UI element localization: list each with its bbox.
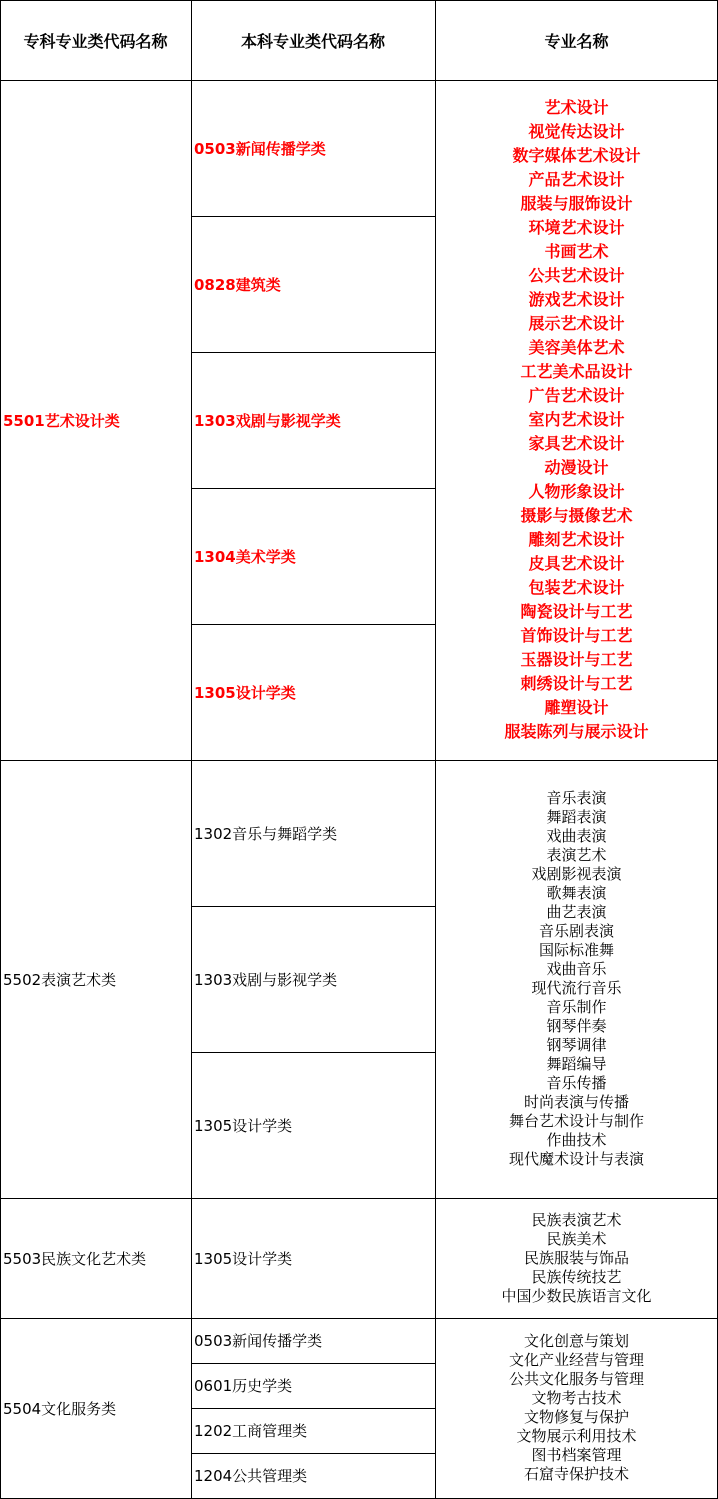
benke-cell: 1305设计学类 xyxy=(194,1249,293,1268)
major-name: 产品艺术设计 xyxy=(528,170,625,189)
header-benke: 本科专业类代码名称 xyxy=(240,31,385,51)
grid-line xyxy=(191,1363,435,1364)
grid-line xyxy=(191,352,435,353)
majors-list-5504 xyxy=(435,1318,718,1498)
grid-line xyxy=(191,1453,435,1454)
grid-line xyxy=(0,760,718,761)
benke-cell: 0503新闻传播学类 xyxy=(194,139,326,158)
major-name: 公共文化服务与管理 xyxy=(508,1370,644,1388)
major-name: 图书档案管理 xyxy=(531,1446,622,1464)
major-name: 歌舞表演 xyxy=(546,884,607,902)
major-name: 钢琴伴奏 xyxy=(546,1017,607,1035)
major-name: 表演艺术 xyxy=(546,846,607,864)
major-name: 书画艺术 xyxy=(544,242,609,261)
majors-list-5503 xyxy=(435,1198,718,1318)
header-zhuanke: 专科专业类代码名称 xyxy=(23,31,168,51)
benke-cell: 0503新闻传播学类 xyxy=(194,1332,323,1350)
major-name: 服装与服饰设计 xyxy=(520,194,633,213)
major-name: 游戏艺术设计 xyxy=(528,290,625,309)
zhuanke-cell-5501: 5501艺术设计类 xyxy=(3,411,120,430)
major-name: 作曲技术 xyxy=(546,1131,607,1149)
grid-line xyxy=(191,1052,435,1053)
header-major-name: 专业名称 xyxy=(544,31,609,51)
major-name: 工艺美术品设计 xyxy=(520,362,633,381)
major-name: 陶瓷设计与工艺 xyxy=(520,602,633,621)
grid-line xyxy=(191,624,435,625)
grid-line xyxy=(0,0,1,1499)
major-name: 人物形象设计 xyxy=(528,482,625,501)
major-name: 环境艺术设计 xyxy=(528,218,625,237)
major-name: 舞蹈编导 xyxy=(546,1055,607,1073)
major-name: 国际标准舞 xyxy=(538,941,614,959)
grid-line xyxy=(191,488,435,489)
benke-cell: 1303戏剧与影视学类 xyxy=(194,970,338,989)
major-name: 音乐传播 xyxy=(546,1074,607,1092)
major-name: 摄影与摄像艺术 xyxy=(520,506,633,525)
grid-line xyxy=(191,216,435,217)
major-name: 刺绣设计与工艺 xyxy=(520,674,633,693)
major-name: 广告艺术设计 xyxy=(528,386,625,405)
major-name: 文物考古技术 xyxy=(531,1389,622,1407)
major-name: 包装艺术设计 xyxy=(528,578,625,597)
benke-cell: 1305设计学类 xyxy=(194,683,296,702)
major-name: 皮具艺术设计 xyxy=(528,554,625,573)
major-name: 家具艺术设计 xyxy=(528,434,625,453)
major-name: 雕刻艺术设计 xyxy=(528,530,625,549)
grid-line xyxy=(0,80,718,81)
majors-list-5502 xyxy=(435,760,718,1198)
major-name: 美容美体艺术 xyxy=(528,338,625,357)
major-name: 曲艺表演 xyxy=(546,903,607,921)
grid-line xyxy=(0,0,718,1)
major-name: 现代魔术设计与表演 xyxy=(508,1150,644,1168)
benke-cell: 1303戏剧与影视学类 xyxy=(194,411,341,430)
major-name: 文物修复与保护 xyxy=(523,1408,629,1426)
major-name: 时尚表演与传播 xyxy=(523,1093,629,1111)
major-name: 民族服装与饰品 xyxy=(523,1248,629,1267)
grid-line xyxy=(191,906,435,907)
major-name: 动漫设计 xyxy=(544,458,609,477)
grid-line xyxy=(435,0,436,1499)
major-name: 文化产业经营与管理 xyxy=(508,1351,644,1369)
majors-list-5501 xyxy=(435,80,718,760)
major-name: 戏曲表演 xyxy=(546,827,607,845)
major-name: 舞蹈表演 xyxy=(546,808,607,826)
major-name: 文物展示利用技术 xyxy=(516,1427,637,1445)
major-name: 室内艺术设计 xyxy=(528,410,625,429)
zhuanke-cell-5502: 5502表演艺术类 xyxy=(3,970,117,989)
major-name: 首饰设计与工艺 xyxy=(520,626,633,645)
major-name: 数字媒体艺术设计 xyxy=(512,146,641,165)
grid-line xyxy=(191,0,192,1499)
major-name: 民族传统技艺 xyxy=(531,1267,622,1286)
major-name: 展示艺术设计 xyxy=(528,314,625,333)
benke-cell: 1302音乐与舞蹈学类 xyxy=(194,824,338,843)
major-name: 服装陈列与展示设计 xyxy=(504,722,649,741)
major-name: 艺术设计 xyxy=(544,98,609,117)
major-name: 音乐表演 xyxy=(546,789,607,807)
major-name: 石窟寺保护技术 xyxy=(523,1465,629,1483)
benke-cell: 1202工商管理类 xyxy=(194,1422,308,1440)
major-name: 音乐制作 xyxy=(546,998,607,1016)
major-name: 视觉传达设计 xyxy=(528,122,625,141)
grid-line xyxy=(0,1318,718,1319)
major-name: 公共艺术设计 xyxy=(528,266,625,285)
major-name: 音乐剧表演 xyxy=(538,922,614,940)
major-name: 舞台艺术设计与制作 xyxy=(508,1112,644,1130)
major-name: 文化创意与策划 xyxy=(523,1332,629,1350)
major-name: 雕塑设计 xyxy=(544,698,609,717)
grid-line xyxy=(0,1198,718,1199)
major-name: 戏剧影视表演 xyxy=(531,865,622,883)
zhuanke-cell-5503: 5503民族文化艺术类 xyxy=(3,1249,147,1268)
benke-cell: 0601历史学类 xyxy=(194,1377,293,1395)
benke-cell: 1305设计学类 xyxy=(194,1116,293,1135)
zhuanke-cell-5504: 5504文化服务类 xyxy=(3,1399,117,1418)
major-name: 中国少数民族语言文化 xyxy=(501,1286,652,1305)
major-name: 民族表演艺术 xyxy=(531,1210,622,1229)
grid-line xyxy=(191,1408,435,1409)
major-name: 戏曲音乐 xyxy=(546,960,607,978)
major-name: 玉器设计与工艺 xyxy=(520,650,633,669)
benke-cell: 1204公共管理类 xyxy=(194,1467,308,1485)
benke-cell: 0828建筑类 xyxy=(194,275,281,294)
benke-cell: 1304美术学类 xyxy=(194,547,296,566)
major-name: 民族美术 xyxy=(546,1229,607,1248)
major-name: 钢琴调律 xyxy=(546,1036,607,1054)
major-name: 现代流行音乐 xyxy=(531,979,622,997)
